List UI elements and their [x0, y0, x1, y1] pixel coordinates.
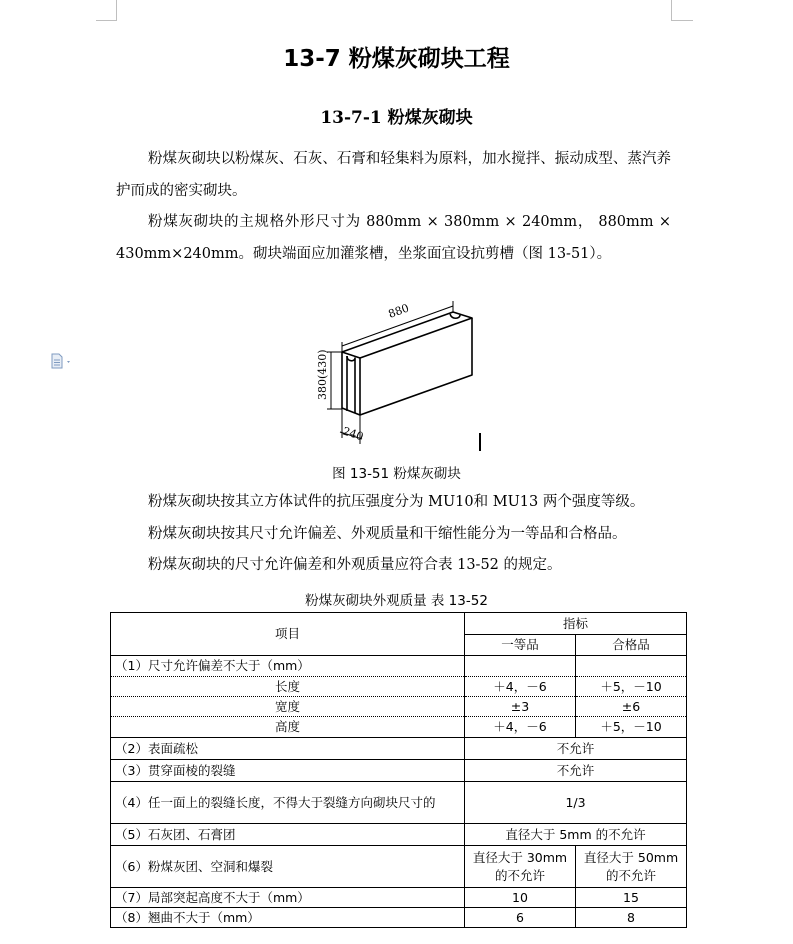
crop-mark-left-v	[116, 0, 117, 20]
section-heading: 13-7 粉煤灰砌块工程	[283, 46, 510, 72]
header-grade-first: 一等品	[465, 635, 576, 656]
table-row: 高度 ＋4，－6 ＋5，－10	[111, 717, 687, 738]
block-figure	[300, 278, 490, 458]
quality-table	[110, 612, 687, 928]
dim-width-label: 240	[341, 424, 366, 444]
figure-caption: 图 13-51 粉煤灰砌块	[332, 466, 461, 482]
header-grade-qualified: 合格品	[576, 635, 687, 656]
table-row: （7）局部突起高度不大于（mm） 10 15	[111, 888, 687, 908]
table-row: （4）任一面上的裂缝长度，不得大于裂缝方向砌块尺寸的 1/3	[111, 782, 687, 824]
subsection-heading: 13-7-1 粉煤灰砌块	[320, 108, 473, 128]
crop-mark-left-h	[96, 20, 117, 21]
dim-height-label: 380(430)	[316, 349, 329, 400]
table-row: （8）翘曲不大于（mm） 6 8	[111, 908, 687, 928]
paragraph-strength-grades: 粉煤灰砌块按其立方体试件的抗压强度分为 MU10和 MU13 两个强度等级。	[148, 494, 645, 510]
table-title: 粉煤灰砌块外观质量 表 13-52	[305, 593, 488, 609]
text-cursor	[479, 433, 481, 451]
crop-mark-right-h	[671, 20, 693, 21]
paragraph-quality-grades: 粉煤灰砌块按其尺寸允许偏差、外观质量和干缩性能分为一等品和合格品。	[148, 526, 627, 542]
table-row: （6）粉煤灰团、空洞和爆裂 直径大于 30mm 的不允许 直径大于 50mm 的不允许	[111, 846, 687, 888]
header-item: 项目	[111, 613, 465, 656]
document-icon[interactable]	[50, 353, 74, 369]
dim-length-label: 880	[386, 301, 411, 321]
block-drawing	[300, 278, 490, 458]
table-row: （3）贯穿面棱的裂缝 不允许	[111, 760, 687, 782]
table-row: （5）石灰团、石膏团 直径大于 5mm 的不允许	[111, 824, 687, 846]
paragraph-definition: 粉煤灰砌块以粉煤灰、石灰、石膏和轻集料为原料，加水搅拌、振动成型、蒸汽养护而成的密实砌块。	[116, 151, 671, 199]
crop-mark-right-v	[671, 0, 672, 20]
header-indicator: 指标	[465, 613, 687, 635]
table-row: 宽度 ±3 ±6	[111, 697, 687, 717]
table-row: 长度 ＋4，－6 ＋5，－10	[111, 677, 687, 697]
paragraph-dimensions: 粉煤灰砌块的主规格外形尺寸为 880mm × 380mm × 240mm， 880mm × 430mm×240mm。砌块端面应加灌浆槽，坐浆面宜设抗剪槽（图 13-51）。	[116, 214, 671, 262]
paragraph-table-reference: 粉煤灰砌块的尺寸允许偏差和外观质量应符合表 13-52 的规定。	[148, 557, 562, 573]
table-row: （1）尺寸允许偏差不大于（mm）	[111, 656, 687, 677]
table-row: （2）表面疏松 不允许	[111, 738, 687, 760]
